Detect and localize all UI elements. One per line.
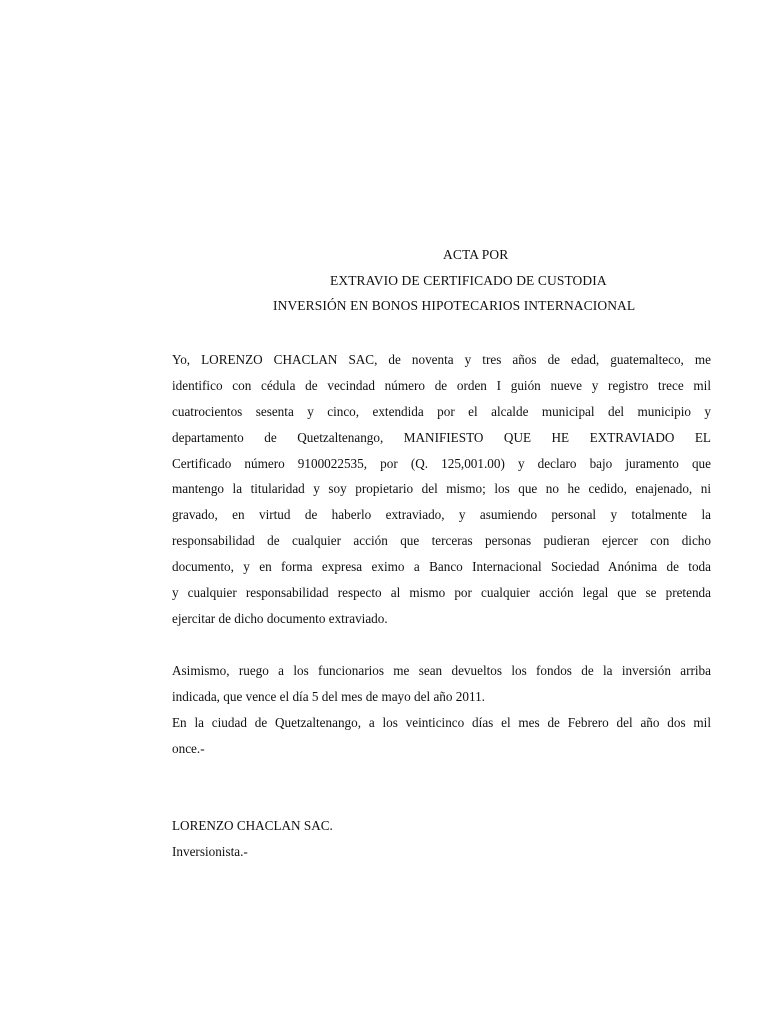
title-line-3: INVERSIÓN EN BONOS HIPOTECARIOS INTERNACIONAL xyxy=(273,298,636,313)
paragraph-line: departamento de Quetzaltenango, MANIFIESTO QUE HE EXTRAVIADO EL xyxy=(172,429,711,445)
paragraph-line: responsabilidad de cualquier acción que terceras personas pudieran ejercer con dicho xyxy=(172,533,711,549)
declaration-paragraph xyxy=(172,347,711,632)
paragraph-line: indicada, que vence el día 5 del mes de mayo del año 2011. xyxy=(172,688,485,704)
paragraph-line: Yo, LORENZO CHACLAN SAC, de noventa y tres años de edad, guatemalteco, me xyxy=(172,352,711,367)
title-line-1: ACTA POR xyxy=(443,247,509,262)
paragraph-line: y cualquier responsabilidad respecto al mismo por cualquier acción legal que se pretenda xyxy=(172,585,711,601)
signature-role: Inversionista.- xyxy=(172,844,248,859)
paragraph-line: documento, y en forma expresa eximo a Banco Internacional Sociedad Anónima de toda xyxy=(172,559,711,575)
paragraph-line: once.- xyxy=(172,740,205,756)
paragraph-line: Certificado número 9100022535, por (Q. 125,001.00) y declaro bajo juramento que xyxy=(172,455,711,471)
paragraph-line: cuatrocientos sesenta y cinco, extendida por el alcalde municipal del municipio y xyxy=(172,403,711,419)
paragraph-line: Asimismo, ruego a los funcionarios me sean devueltos los fondos de la inversión arriba xyxy=(172,663,711,678)
paragraph-line: mantengo la titularidad y soy propietario del mismo; los que no he cedido, enajenado, ni xyxy=(172,481,711,497)
paragraph-line: identifico con cédula de vecindad número de orden I guión nueve y registro trece mil xyxy=(172,377,711,393)
paragraph-line: ejercitar de dicho documento extraviado. xyxy=(172,610,388,626)
request-paragraph xyxy=(172,658,711,762)
paragraph-line: gravado, en virtud de haberlo extraviado, y asumiendo personal y totalmente la xyxy=(172,507,711,523)
paragraph-line: En la ciudad de Quetzaltenango, a los veinticinco días el mes de Febrero del año dos mil xyxy=(172,714,711,730)
title-line-2: EXTRAVIO DE CERTIFICADO DE CUSTODIA xyxy=(330,273,607,288)
signature-name: LORENZO CHACLAN SAC. xyxy=(172,818,333,833)
